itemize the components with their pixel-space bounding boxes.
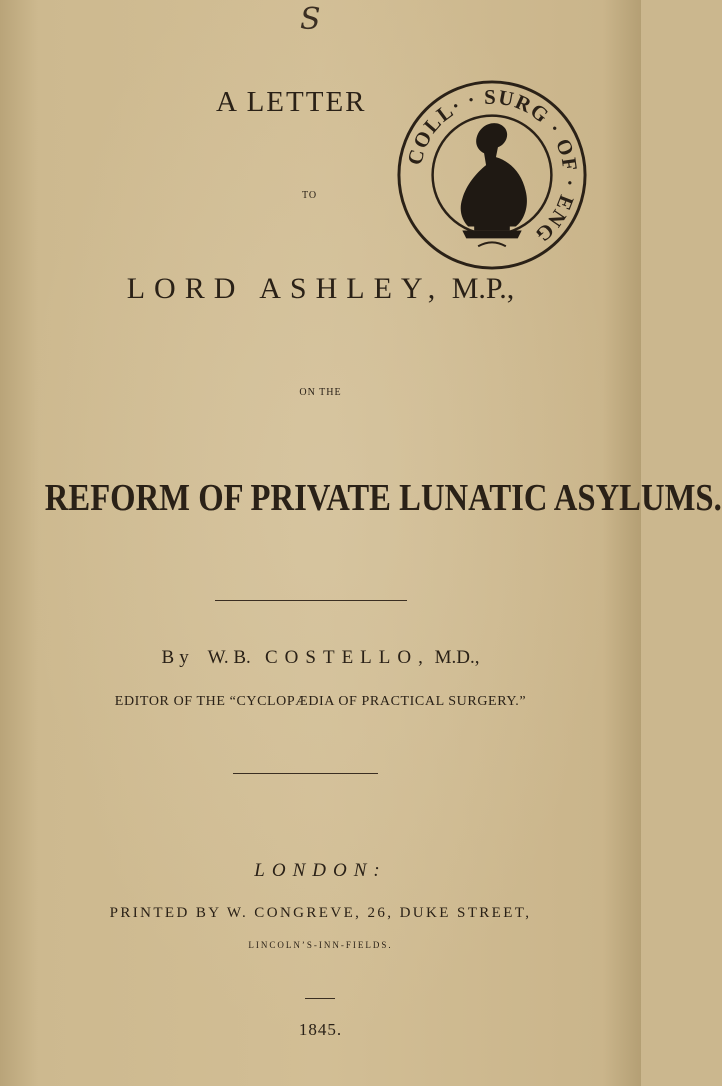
imprint-location: LINCOLN’S-INN-FIELDS. (248, 940, 393, 950)
addressee-name: LORD ASHLEY, (126, 272, 445, 305)
title-line-a-letter: A LETTER (216, 86, 367, 118)
imprint-printer: PRINTED BY W. CONGREVE, 26, DUKE STREET, (109, 905, 532, 921)
title-on-the: ON THE (299, 387, 342, 398)
title-to: TO (302, 190, 318, 201)
shelfmark: S (300, 2, 321, 37)
rule-divider (233, 773, 378, 774)
addressee-suffix: M.P., (451, 272, 515, 305)
author-degree: M.D., (434, 647, 480, 668)
title-subject: REFORM OF PRIVATE LUNATIC ASYLUMS. (44, 477, 722, 519)
author-line (0, 647, 641, 669)
stamp-crest-icon (461, 123, 527, 238)
rule-short (305, 998, 335, 999)
stamp-legend: COLL· · SURG · OF · ENG (403, 85, 582, 248)
title-addressee (0, 272, 641, 306)
imprint-city: LONDON: (254, 860, 387, 881)
author-surname: COSTELLO, (265, 647, 430, 668)
author-editorship: EDITOR OF THE “CYCLOPÆDIA OF PRACTICAL SURGERY.” (114, 694, 527, 709)
library-stamp-icon (393, 76, 591, 274)
rule-divider (215, 600, 407, 601)
author-initials: W. B. (207, 647, 251, 668)
imprint-year: 1845. (298, 1020, 343, 1039)
author-by: By (161, 647, 194, 668)
